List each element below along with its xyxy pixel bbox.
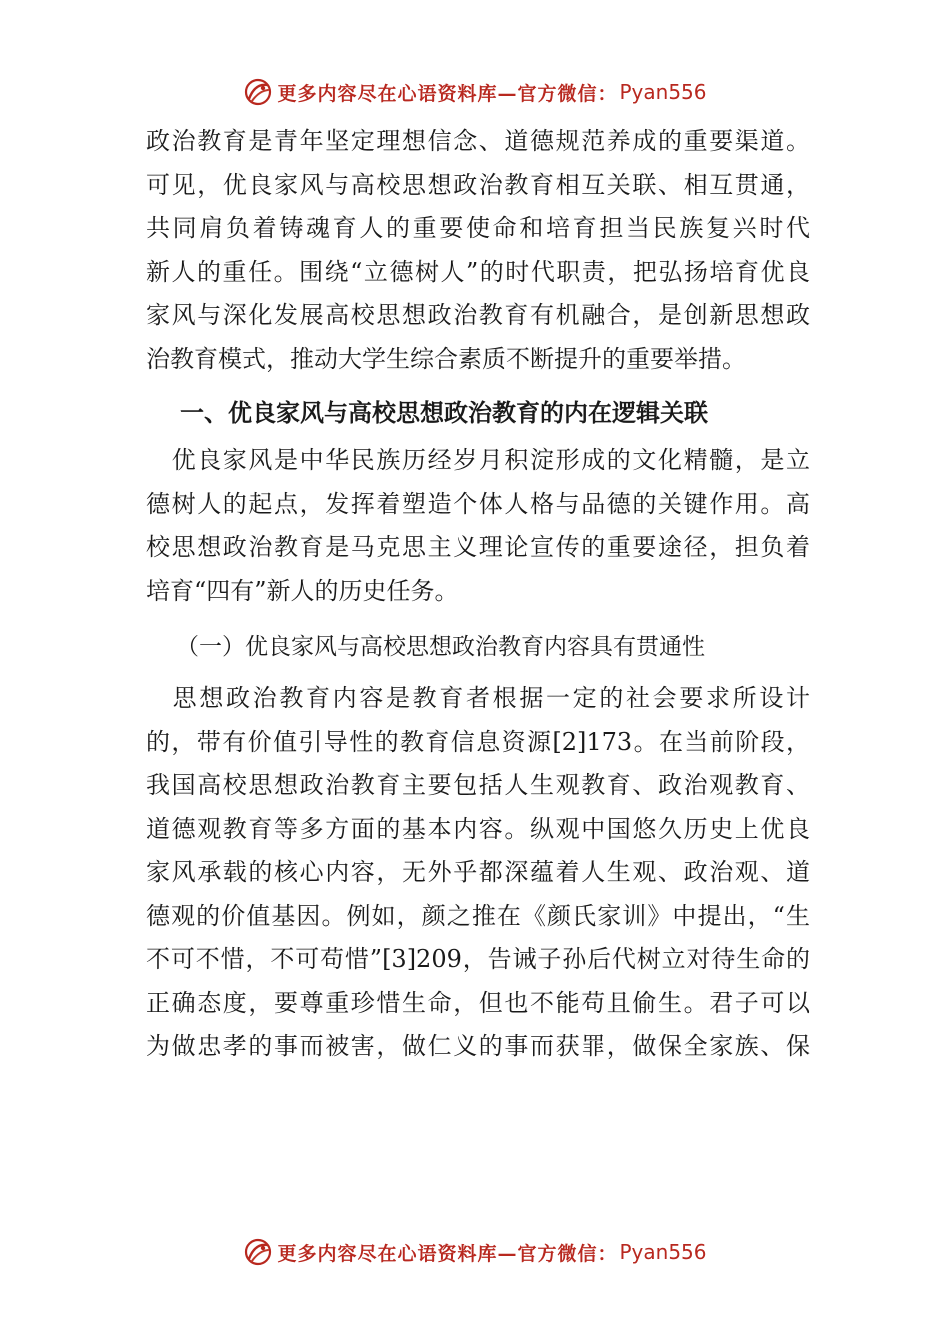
text-line: 我国高校思想政治教育主要包括人生观教育、政治观教育、 [146,771,810,799]
text-line: 的，带有价值引导性的教育信息资源[2]173。在当前阶段， [146,727,810,756]
text-line: 治教育模式，推动大学生综合素质不断提升的重要举措。 [146,344,746,373]
text-line: 优良家风是中华民族历经岁月积淀形成的文化精髓，是立 [146,446,810,474]
header-banner [0,72,950,112]
text-line: 培育“四有”新人的历史任务。 [146,576,459,605]
text-line: 思想政治教育内容是教育者根据一定的社会要求所设计 [146,684,810,712]
text-line: 德观的价值基因。例如，颜之推在《颜氏家训》中提出，“生 [146,901,810,930]
text-line: 共同肩负着铸魂育人的重要使命和培育担当民族复兴时代 [146,214,810,242]
paragraph-1 [146,120,810,381]
text-line: 不可不惜，不可苟惜”[3]209，告诫子孙后代树立对待生命的 [146,945,810,973]
text-line: 正确态度，要尊重珍惜生命，但也不能苟且偷生。君子可以 [146,988,810,1017]
text-line: 道德观教育等多方面的基本内容。纵观中国悠久历史上优良 [146,814,810,843]
text-line: 为做忠孝的事而被害，做仁义的事而获罪，做保全家族、保 [146,1032,810,1060]
text-line: 德树人的起点，发挥着塑造个体人格与品德的关键作用。高 [146,489,810,518]
section-heading: 一、优良家风与高校思想政治教育的内在逻辑关联 [180,399,708,427]
seal-logo-icon [243,1237,273,1267]
paragraph-2 [146,439,810,613]
text-line: 校思想政治教育是马克思主义理论宣传的重要途径，担负着 [146,533,810,561]
text-line: 家风承载的核心内容，无外乎都深蕴着人生观、政治观、道 [146,858,810,886]
text-line: 家风与深化发展高校思想政治教育有机融合，是创新思想政 [146,301,810,329]
text-line: 政治教育是青年坚定理想信念、道德规范养成的重要渠道。 [146,127,810,155]
banner-text: 更多内容尽在心语资料库—官方微信： [277,1242,618,1265]
footer-banner [0,1232,950,1272]
seal-logo-icon [243,77,273,107]
paragraph-3 [146,677,810,1069]
wechat-id: Pyan556 [619,1240,707,1264]
subsection-heading: （一）优良家风与高校思想政治教育内容具有贯通性 [176,634,705,660]
banner-text: 更多内容尽在心语资料库—官方微信： [277,82,618,105]
wechat-id: Pyan556 [619,80,707,104]
text-line: 新人的重任。围绕“立德树人”的时代职责，把弘扬培育优良 [146,257,810,286]
document-body [146,120,810,1069]
text-line: 可见，优良家风与高校思想政治教育相互关联、相互贯通， [146,170,810,199]
